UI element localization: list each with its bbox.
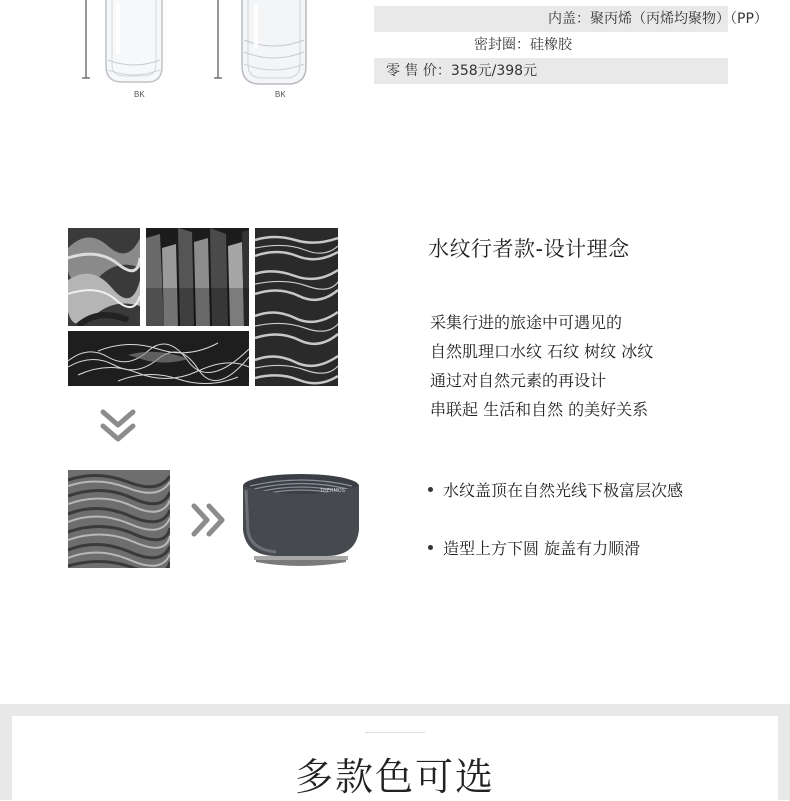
variant-label-right: BK: [275, 90, 286, 99]
spec-price-value: 358元/398元: [450, 63, 538, 79]
lid-product-image: [236, 472, 366, 572]
bullet-icon: [428, 545, 433, 550]
texture-silk-image: [68, 228, 140, 326]
chevron-double-down-icon: [99, 408, 137, 450]
bullet-icon: [428, 487, 433, 492]
variant-label-left: BK: [134, 90, 145, 99]
banner-divider: [365, 732, 425, 733]
texture-water-image: [255, 228, 338, 386]
bottle-image-right: [214, 0, 324, 90]
texture-marble-image: [68, 331, 249, 386]
feature-item-1: [428, 478, 683, 501]
feature-text-2: 造型上方下圆 旋盖有力顺滑: [443, 539, 641, 558]
spec-seal-text: 密封圈：硅橡胶: [474, 37, 572, 53]
spec-row-price: [374, 58, 728, 84]
texture-basalt-image: [146, 228, 249, 326]
spec-table: [374, 6, 768, 84]
lid-brand-mark: THERMOS: [320, 488, 345, 494]
banner-title: 多款色可选: [294, 755, 495, 799]
spec-row-inner-lid: [374, 6, 768, 32]
bottle-image-left: [82, 0, 174, 90]
feature-item-2: [428, 536, 640, 559]
concept-line-2: 自然肌理口水纹 石纹 树纹 冰纹: [430, 342, 654, 361]
spec-inner-lid-text: 内盖：聚丙烯（丙烯均聚物）（PP）: [548, 11, 768, 27]
spec-price-label: 零 售 价：: [386, 63, 451, 79]
feature-text-1: 水纹盖顶在自然光线下极富层次感: [443, 481, 684, 500]
chevron-double-right-icon: [190, 502, 230, 542]
concept-title: 水纹行者款-设计理念: [428, 237, 630, 261]
concept-line-4: 串联起 生活和自然 的美好关系: [430, 400, 649, 419]
concept-line-1: 采集行进的旅途中可遇见的: [430, 313, 623, 332]
spec-row-seal: [374, 32, 728, 58]
concept-line-3: 通过对自然元素的再设计: [430, 371, 607, 390]
texture-sand-image: [68, 470, 170, 568]
